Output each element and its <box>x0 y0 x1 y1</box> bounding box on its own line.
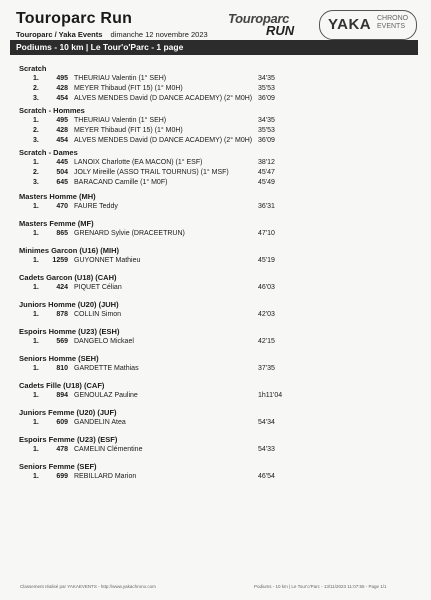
result-row <box>0 392 431 402</box>
result-row <box>0 95 431 105</box>
section-title: Scratch - Hommes <box>19 106 85 115</box>
athlete-name: JOLY Mireille (ASSO TRAIL TOURNUS) (1° MSF) <box>74 169 229 176</box>
rank: 1. <box>33 117 39 124</box>
rank: 1. <box>33 284 39 291</box>
finish-time: 37'35 <box>258 365 275 372</box>
finish-time: 38'12 <box>258 159 275 166</box>
organizer: Touroparc / Yaka Events <box>16 30 103 39</box>
finish-time: 35'53 <box>258 85 275 92</box>
bib-number: 454 <box>56 137 68 144</box>
rank: 2. <box>33 85 39 92</box>
rank: 1. <box>33 365 39 372</box>
bib-number: 478 <box>56 446 68 453</box>
finish-time: 45'47 <box>258 169 275 176</box>
footer-right: Podiums - 10 km | Le Tour'o'Parc - 13/11/2023 11:07:55 - Page 1/1 <box>254 584 387 589</box>
result-row <box>0 137 431 147</box>
finish-time: 54'34 <box>258 419 275 426</box>
footer-left: Classement réalisé par YAKAEVENTS - http://www.yakachrono.com <box>20 584 156 589</box>
page-header <box>16 10 416 40</box>
rank: 3. <box>33 179 39 186</box>
bib-number: 878 <box>56 311 68 318</box>
bib-number: 810 <box>56 365 68 372</box>
bib-number: 645 <box>56 179 68 186</box>
athlete-name: CAMELIN Clémentine <box>74 446 143 453</box>
result-row <box>0 473 431 483</box>
section-title: Juniors Homme (U20) (JUH) <box>19 300 119 309</box>
section-title: Minimes Garcon (U16) (MIH) <box>19 246 120 255</box>
bib-number: 495 <box>56 75 68 82</box>
rank: 1. <box>33 338 39 345</box>
section-title: Cadets Fille (U18) (CAF) <box>19 381 105 390</box>
section-title: Scratch - Dames <box>19 148 78 157</box>
finish-time: 34'35 <box>258 117 275 124</box>
finish-time: 46'03 <box>258 284 275 291</box>
rank: 1. <box>33 203 39 210</box>
rank: 2. <box>33 169 39 176</box>
section-title: Espoirs Homme (U23) (ESH) <box>19 327 120 336</box>
bib-number: 428 <box>56 85 68 92</box>
result-row <box>0 338 431 348</box>
bib-number: 454 <box>56 95 68 102</box>
result-row <box>0 230 431 240</box>
athlete-name: BARACAND Camille (1° M0F) <box>74 179 168 186</box>
bib-number: 865 <box>56 230 68 237</box>
finish-time: 36'31 <box>258 203 275 210</box>
result-row <box>0 257 431 267</box>
finish-time: 1h11'04 <box>258 392 283 399</box>
rank: 1. <box>33 311 39 318</box>
finish-time: 47'10 <box>258 230 275 237</box>
event-date: dimanche 12 novembre 2023 <box>110 30 208 39</box>
bib-number: 1259 <box>52 257 68 264</box>
athlete-name: MEYER Thibaud (FIT 15) (1° M0H) <box>74 85 183 92</box>
rank: 1. <box>33 257 39 264</box>
athlete-name: FAURE Teddy <box>74 203 118 210</box>
finish-time: 54'33 <box>258 446 275 453</box>
bib-number: 470 <box>56 203 68 210</box>
athlete-name: THEURIAU Valentin (1° SEH) <box>74 75 167 82</box>
section-title: Seniors Homme (SEH) <box>19 354 99 363</box>
result-row <box>0 203 431 213</box>
bib-number: 495 <box>56 117 68 124</box>
result-row <box>0 75 431 85</box>
result-row <box>0 365 431 375</box>
rank: 1. <box>33 230 39 237</box>
rank: 2. <box>33 127 39 134</box>
section-title: Juniors Femme (U20) (JUF) <box>19 408 117 417</box>
bib-number: 424 <box>56 284 68 291</box>
finish-time: 36'09 <box>258 95 275 102</box>
athlete-name: PIQUET Célian <box>74 284 122 291</box>
athlete-name: GUYONNET Mathieu <box>74 257 141 264</box>
athlete-name: GRENARD Sylvie (DRACEETRUN) <box>74 230 185 237</box>
section-title: Scratch <box>19 64 47 73</box>
rank: 1. <box>33 446 39 453</box>
athlete-name: REBILLARD Marion <box>74 473 137 480</box>
result-row <box>0 85 431 95</box>
finish-time: 35'53 <box>258 127 275 134</box>
athlete-name: ALVES MENDES David (D DANCE ACADEMY) (2° M0H) <box>74 95 253 102</box>
athlete-name: GENOULAZ Pauline <box>74 392 138 399</box>
finish-time: 45'19 <box>258 257 275 264</box>
section-title: Masters Femme (MF) <box>19 219 94 228</box>
yaka-events-logo: YAKA CHRONO EVENTS <box>319 10 417 40</box>
event-subtitle <box>16 30 208 39</box>
rank: 1. <box>33 419 39 426</box>
section-title: Masters Homme (MH) <box>19 192 96 201</box>
section-title: Espoirs Femme (U23) (ESF) <box>19 435 118 444</box>
result-row <box>0 127 431 137</box>
result-row <box>0 311 431 321</box>
finish-time: 42'15 <box>258 338 275 345</box>
bib-number: 428 <box>56 127 68 134</box>
event-title: Touroparc Run <box>16 10 133 27</box>
bib-number: 569 <box>56 338 68 345</box>
athlete-name: ALVES MENDES David (D DANCE ACADEMY) (2° M0H) <box>74 137 253 144</box>
rank: 1. <box>33 159 39 166</box>
finish-time: 46'54 <box>258 473 275 480</box>
bib-number: 894 <box>56 392 68 399</box>
athlete-name: COLLIN Simon <box>74 311 122 318</box>
result-row <box>0 169 431 179</box>
athlete-name: THEURIAU Valentin (1° SEH) <box>74 117 167 124</box>
result-row <box>0 446 431 456</box>
result-row <box>0 284 431 294</box>
finish-time: 45'49 <box>258 179 275 186</box>
rank: 1. <box>33 473 39 480</box>
rank: 1. <box>33 75 39 82</box>
results-banner: Podiums - 10 km | Le Tour'o'Parc - 1 page <box>10 40 418 55</box>
rank: 3. <box>33 137 39 144</box>
result-row <box>0 419 431 429</box>
athlete-name: DANGELO Mickael <box>74 338 134 345</box>
rank: 3. <box>33 95 39 102</box>
section-title: Cadets Garcon (U18) (CAH) <box>19 273 117 282</box>
athlete-name: LANOIX Charlotte (EA MACON) (1° ESF) <box>74 159 203 166</box>
athlete-name: GARDETTE Mathias <box>74 365 139 372</box>
athlete-name: MEYER Thibaud (FIT 15) (1° M0H) <box>74 127 183 134</box>
result-row <box>0 179 431 189</box>
bib-number: 699 <box>56 473 68 480</box>
result-row <box>0 159 431 169</box>
finish-time: 42'03 <box>258 311 275 318</box>
finish-time: 36'09 <box>258 137 275 144</box>
bib-number: 609 <box>56 419 68 426</box>
athlete-name: GANDELIN Atea <box>74 419 126 426</box>
finish-time: 34'35 <box>258 75 275 82</box>
result-row <box>0 117 431 127</box>
rank: 1. <box>33 392 39 399</box>
touroparc-run-logo: Touroparc RUN <box>228 11 295 38</box>
bib-number: 504 <box>56 169 68 176</box>
section-title: Seniors Femme (SEF) <box>19 462 97 471</box>
bib-number: 445 <box>56 159 68 166</box>
